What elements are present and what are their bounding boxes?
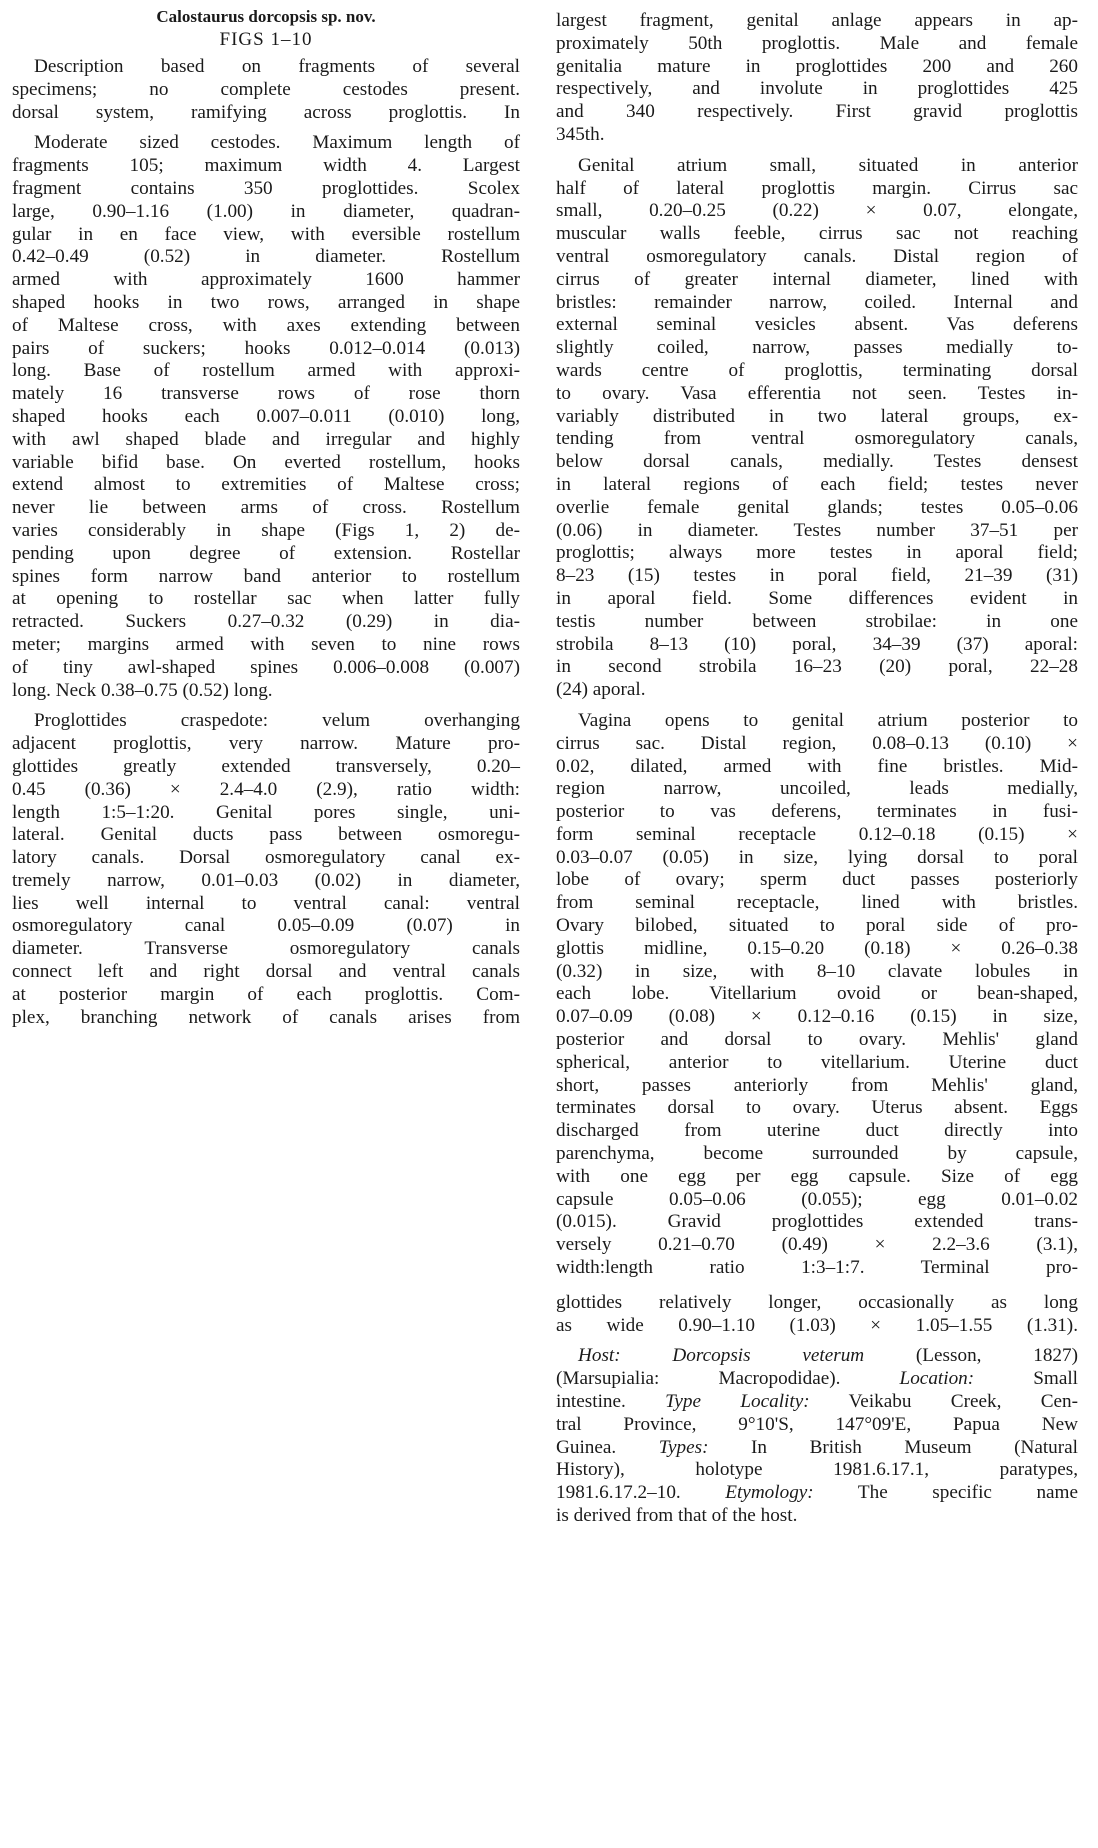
text-line: at posterior margin of each proglottis. Com- <box>12 983 520 1005</box>
text-line: pending upon degree of extension. Rostellar <box>12 542 520 564</box>
text-line: below dorsal canals, medially. Testes densest <box>556 451 1078 473</box>
text-line: capsule 0.05–0.06 (0.055); egg 0.01–0.02 <box>556 1188 1078 1210</box>
text-line: Description based on fragments of several <box>34 56 520 77</box>
host-authority: (Lesson, 1827) <box>915 1345 1078 1367</box>
text-line: Genital atrium small, situated in anterior <box>578 154 1078 176</box>
paratype-numbers: 1981.6.17.2–10. <box>556 1482 681 1504</box>
text-line: glottides greatly extended transversely, 0.20– <box>12 755 520 777</box>
text-line: wards centre of proglottis, terminating dorsal <box>556 359 1078 381</box>
text-line: fragments 105; maximum width 4. Largest <box>12 155 520 177</box>
paragraph-largest-fragment <box>556 10 1078 147</box>
text-line: lies well internal to ventral canal: ventral <box>12 892 520 914</box>
text-line: bristles: remainder narrow, coiled. Internal and <box>556 291 1078 313</box>
text-line: largest fragment, genital anlage appears in ap- <box>556 10 1078 31</box>
species-title: Calostaurus dorcopsis sp. nov. <box>156 7 376 26</box>
text-line: in aporal field. Some differences evident in <box>556 587 1078 609</box>
text-line: connect left and right dorsal and ventral canals <box>12 961 520 983</box>
text-line: 8–23 (15) testes in poral field, 21–39 (31) <box>556 565 1078 587</box>
text-line: slightly coiled, narrow, passes medially to- <box>556 337 1078 359</box>
text-line: retracted. Suckers 0.27–0.32 (0.29) in dia- <box>12 611 520 633</box>
text-line: shaped hooks in two rows, arranged in shape <box>12 291 520 313</box>
text-line: cirrus of greater internal diameter, lined with <box>556 268 1078 290</box>
text-line: 0.02, dilated, armed with fine bristles. Mid- <box>556 755 1078 777</box>
text-line: discharged from uterine duct directly into <box>556 1120 1078 1142</box>
right-column <box>556 10 1078 1528</box>
text-line: glottides relatively longer, occasionally as long <box>556 1291 1078 1313</box>
text-line: variably distributed in two lateral groups, ex- <box>556 405 1078 427</box>
text-line: 0.07–0.09 (0.08) × 0.12–0.16 (0.15) in size, <box>556 1006 1078 1028</box>
text-line: glottis midline, 0.15–0.20 (0.18) × 0.26–0.38 <box>556 937 1078 959</box>
text-line: of tiny awl-shaped spines 0.006–0.008 (0.007) <box>12 656 520 678</box>
text-line: tremely narrow, 0.01–0.03 (0.02) in diameter, <box>12 869 520 891</box>
text-line: external seminal vesicles absent. Vas deferens <box>556 314 1078 336</box>
text-line: overlie female genital glands; testes 0.05–0.06 <box>556 496 1078 518</box>
text-line: at opening to rostellar sac when latter fully <box>12 588 520 610</box>
text-line: to ovary. Vasa efferentia not seen. Testes in- <box>556 382 1078 404</box>
text-line: in second strobila 16–23 (20) poral, 22–28 <box>556 656 1078 678</box>
text-line: small, 0.20–0.25 (0.22) × 0.07, elongate, <box>556 200 1078 222</box>
text-line: parenchyma, become surrounded by capsule, <box>556 1143 1078 1165</box>
text-line: lobe of ovary; sperm duct passes posteriorly <box>556 869 1078 891</box>
text-line: cirrus sac. Distal region, 0.08–0.13 (0.10) × <box>556 732 1078 754</box>
text-line: extend almost to extremities of Maltese cross; <box>12 474 520 496</box>
text-line: large, 0.90–1.16 (1.00) in diameter, quadran- <box>12 200 520 222</box>
paragraph-terminal-proglottides <box>556 1292 1078 1338</box>
host-line <box>556 1437 1078 1460</box>
text-line: spines form narrow band anterior to rostellum <box>12 565 520 587</box>
text-line: dorsal system, ramifying across proglottis. In <box>12 101 520 123</box>
host-line: tral Province, 9°10'S, 147°09'E, Papua New <box>556 1413 1078 1435</box>
paragraph-vagina <box>556 710 1078 1280</box>
text-line: spherical, anterior to vitellarium. Uterine duct <box>556 1051 1078 1073</box>
text-line: tending from ventral osmoregulatory canals, <box>556 428 1078 450</box>
text-line: osmoregulatory canal 0.05–0.09 (0.07) in <box>12 915 520 937</box>
text-line: meter; margins armed with seven to nine rows <box>12 633 520 655</box>
text-line: pairs of suckers; hooks 0.012–0.014 (0.013) <box>12 337 520 359</box>
type-locality-value: Veikabu Creek, Cen- <box>848 1391 1078 1413</box>
type-locality-end: Guinea. <box>556 1436 617 1458</box>
text-line: lateral. Genital ducts pass between osmoregu- <box>12 824 520 846</box>
paragraph-host-data <box>556 1345 1078 1527</box>
text-line: proglottis; always more testes in aporal field; <box>556 542 1078 564</box>
text-line: posterior to vas deferens, terminates in fusi- <box>556 801 1078 823</box>
text-line: never lie between arms of cross. Rostellum <box>12 497 520 519</box>
host-label: Host: <box>578 1345 621 1367</box>
text-line: with one egg per egg capsule. Size of egg <box>556 1165 1078 1187</box>
text-line: as wide 0.90–1.10 (1.03) × 1.05–1.55 (1.31). <box>556 1314 1078 1336</box>
paragraph-moderate-sized <box>12 132 520 702</box>
text-line: (0.32) in size, with 8–10 clavate lobules in <box>556 960 1078 982</box>
text-line: armed with approximately 1600 hammer <box>12 269 520 291</box>
host-line <box>556 1391 1078 1414</box>
text-line: Ovary bilobed, situated to poral side of pro- <box>556 915 1078 937</box>
paragraph-proglottides <box>12 710 520 1029</box>
text-line: (24) aporal. <box>556 679 646 701</box>
text-line: respectively, and involute in proglottides 425 <box>556 78 1078 100</box>
text-line: Moderate sized cestodes. Maximum length of <box>34 132 520 154</box>
text-line: varies considerably in shape (Figs 1, 2) de- <box>12 519 520 541</box>
text-line: in lateral regions of each field; testes never <box>556 473 1078 495</box>
etymology-value: The specific name <box>857 1482 1078 1504</box>
etymology-label: Etymology: <box>725 1482 814 1504</box>
text-line: fragment contains 350 proglottides. Scolex <box>12 177 520 199</box>
text-line: of Maltese cross, with axes extending between <box>12 314 520 336</box>
location-value-cont: intestine. <box>556 1391 626 1413</box>
host-line: History), holotype 1981.6.17.1, paratypes, <box>556 1459 1078 1481</box>
text-line: half of lateral proglottis margin. Cirrus sac <box>556 177 1078 199</box>
text-line: terminates dorsal to ovary. Uterus absent. Eggs <box>556 1097 1078 1119</box>
text-line: shaped hooks each 0.007–0.011 (0.010) long, <box>12 405 520 427</box>
host-line: is derived from that of the host. <box>556 1505 798 1526</box>
host-line <box>556 1368 1078 1391</box>
text-line: long. Base of rostellum armed with approxi- <box>12 360 520 382</box>
types-label: Types: <box>658 1436 709 1458</box>
text-line: plex, branching network of canals arises from <box>12 1006 520 1028</box>
text-line: gular in en face view, with eversible rostellum <box>12 223 520 245</box>
paragraph-description <box>12 56 520 124</box>
text-line: variable bifid base. On everted rostellum, hooks <box>12 451 520 473</box>
text-line: (0.015). Gravid proglottides extended trans- <box>556 1211 1078 1233</box>
types-value: In British Museum (Natural <box>751 1436 1078 1458</box>
text-line: length 1:5–1:20. Genital pores single, uni- <box>12 801 520 823</box>
text-line: diameter. Transverse osmoregulatory canals <box>12 938 520 960</box>
text-line: 345th. <box>556 123 605 145</box>
text-line: versely 0.21–0.70 (0.49) × 2.2–3.6 (3.1), <box>556 1234 1078 1256</box>
text-line: posterior and dorsal to ovary. Mehlis' gland <box>556 1029 1078 1051</box>
location-label: Location: <box>899 1368 975 1390</box>
text-line: 0.45 (0.36) × 2.4–4.0 (2.9), ratio width: <box>12 778 520 800</box>
left-column <box>12 0 520 1029</box>
text-line: mately 16 transverse rows of rose thorn <box>12 383 520 405</box>
text-line: strobila 8–13 (10) poral, 34–39 (37) aporal: <box>556 633 1078 655</box>
text-line: form seminal receptacle 0.12–0.18 (0.15) × <box>556 823 1078 845</box>
figures-reference: FIGS 1–10 <box>219 29 313 50</box>
text-line: muscular walls feeble, cirrus sac not reaching <box>556 223 1078 245</box>
paragraph-genital-atrium <box>556 155 1078 702</box>
text-line: with awl shaped blade and irregular and highly <box>12 428 520 450</box>
text-line: ventral osmoregulatory canals. Distal region of <box>556 245 1078 267</box>
host-species-name: Dorcopsis veterum <box>672 1345 865 1367</box>
text-line: 0.42–0.49 (0.52) in diameter. Rostellum <box>12 246 520 268</box>
text-line: region narrow, uncoiled, leads medially, <box>556 778 1078 800</box>
location-value: Small <box>1033 1368 1079 1390</box>
text-line: specimens; no complete cestodes present. <box>12 78 520 100</box>
text-line: genitalia mature in proglottides 200 and 260 <box>556 55 1078 77</box>
text-line: proximately 50th proglottis. Male and female <box>556 32 1078 54</box>
text-line: latory canals. Dorsal osmoregulatory canal ex- <box>12 847 520 869</box>
text-line: width:length ratio 1:3–1:7. Terminal pro- <box>556 1257 1078 1279</box>
host-family: (Marsupialia: Macropodidae). <box>556 1368 841 1390</box>
host-line <box>556 1482 1078 1505</box>
text-line: testis number between strobilae: in one <box>556 610 1078 632</box>
text-line: (0.06) in diameter. Testes number 37–51 per <box>556 519 1078 541</box>
text-line: 0.03–0.07 (0.05) in size, lying dorsal to poral <box>556 846 1078 868</box>
text-line: each lobe. Vitellarium ovoid or bean-shaped, <box>556 983 1078 1005</box>
text-line: short, passes anteriorly from Mehlis' gland, <box>556 1074 1078 1096</box>
text-line: Proglottides craspedote: velum overhanging <box>34 710 520 732</box>
text-line: adjacent proglottis, very narrow. Mature pro- <box>12 733 520 755</box>
text-line: Vagina opens to genital atrium posterior to <box>578 709 1078 731</box>
text-line: long. Neck 0.38–0.75 (0.52) long. <box>12 679 273 701</box>
text-line: and 340 respectively. First gravid proglottis <box>556 101 1078 123</box>
type-locality-label: Type Locality: <box>665 1391 810 1413</box>
text-line: from seminal receptacle, lined with bristles. <box>556 892 1078 914</box>
host-line <box>556 1345 1078 1368</box>
